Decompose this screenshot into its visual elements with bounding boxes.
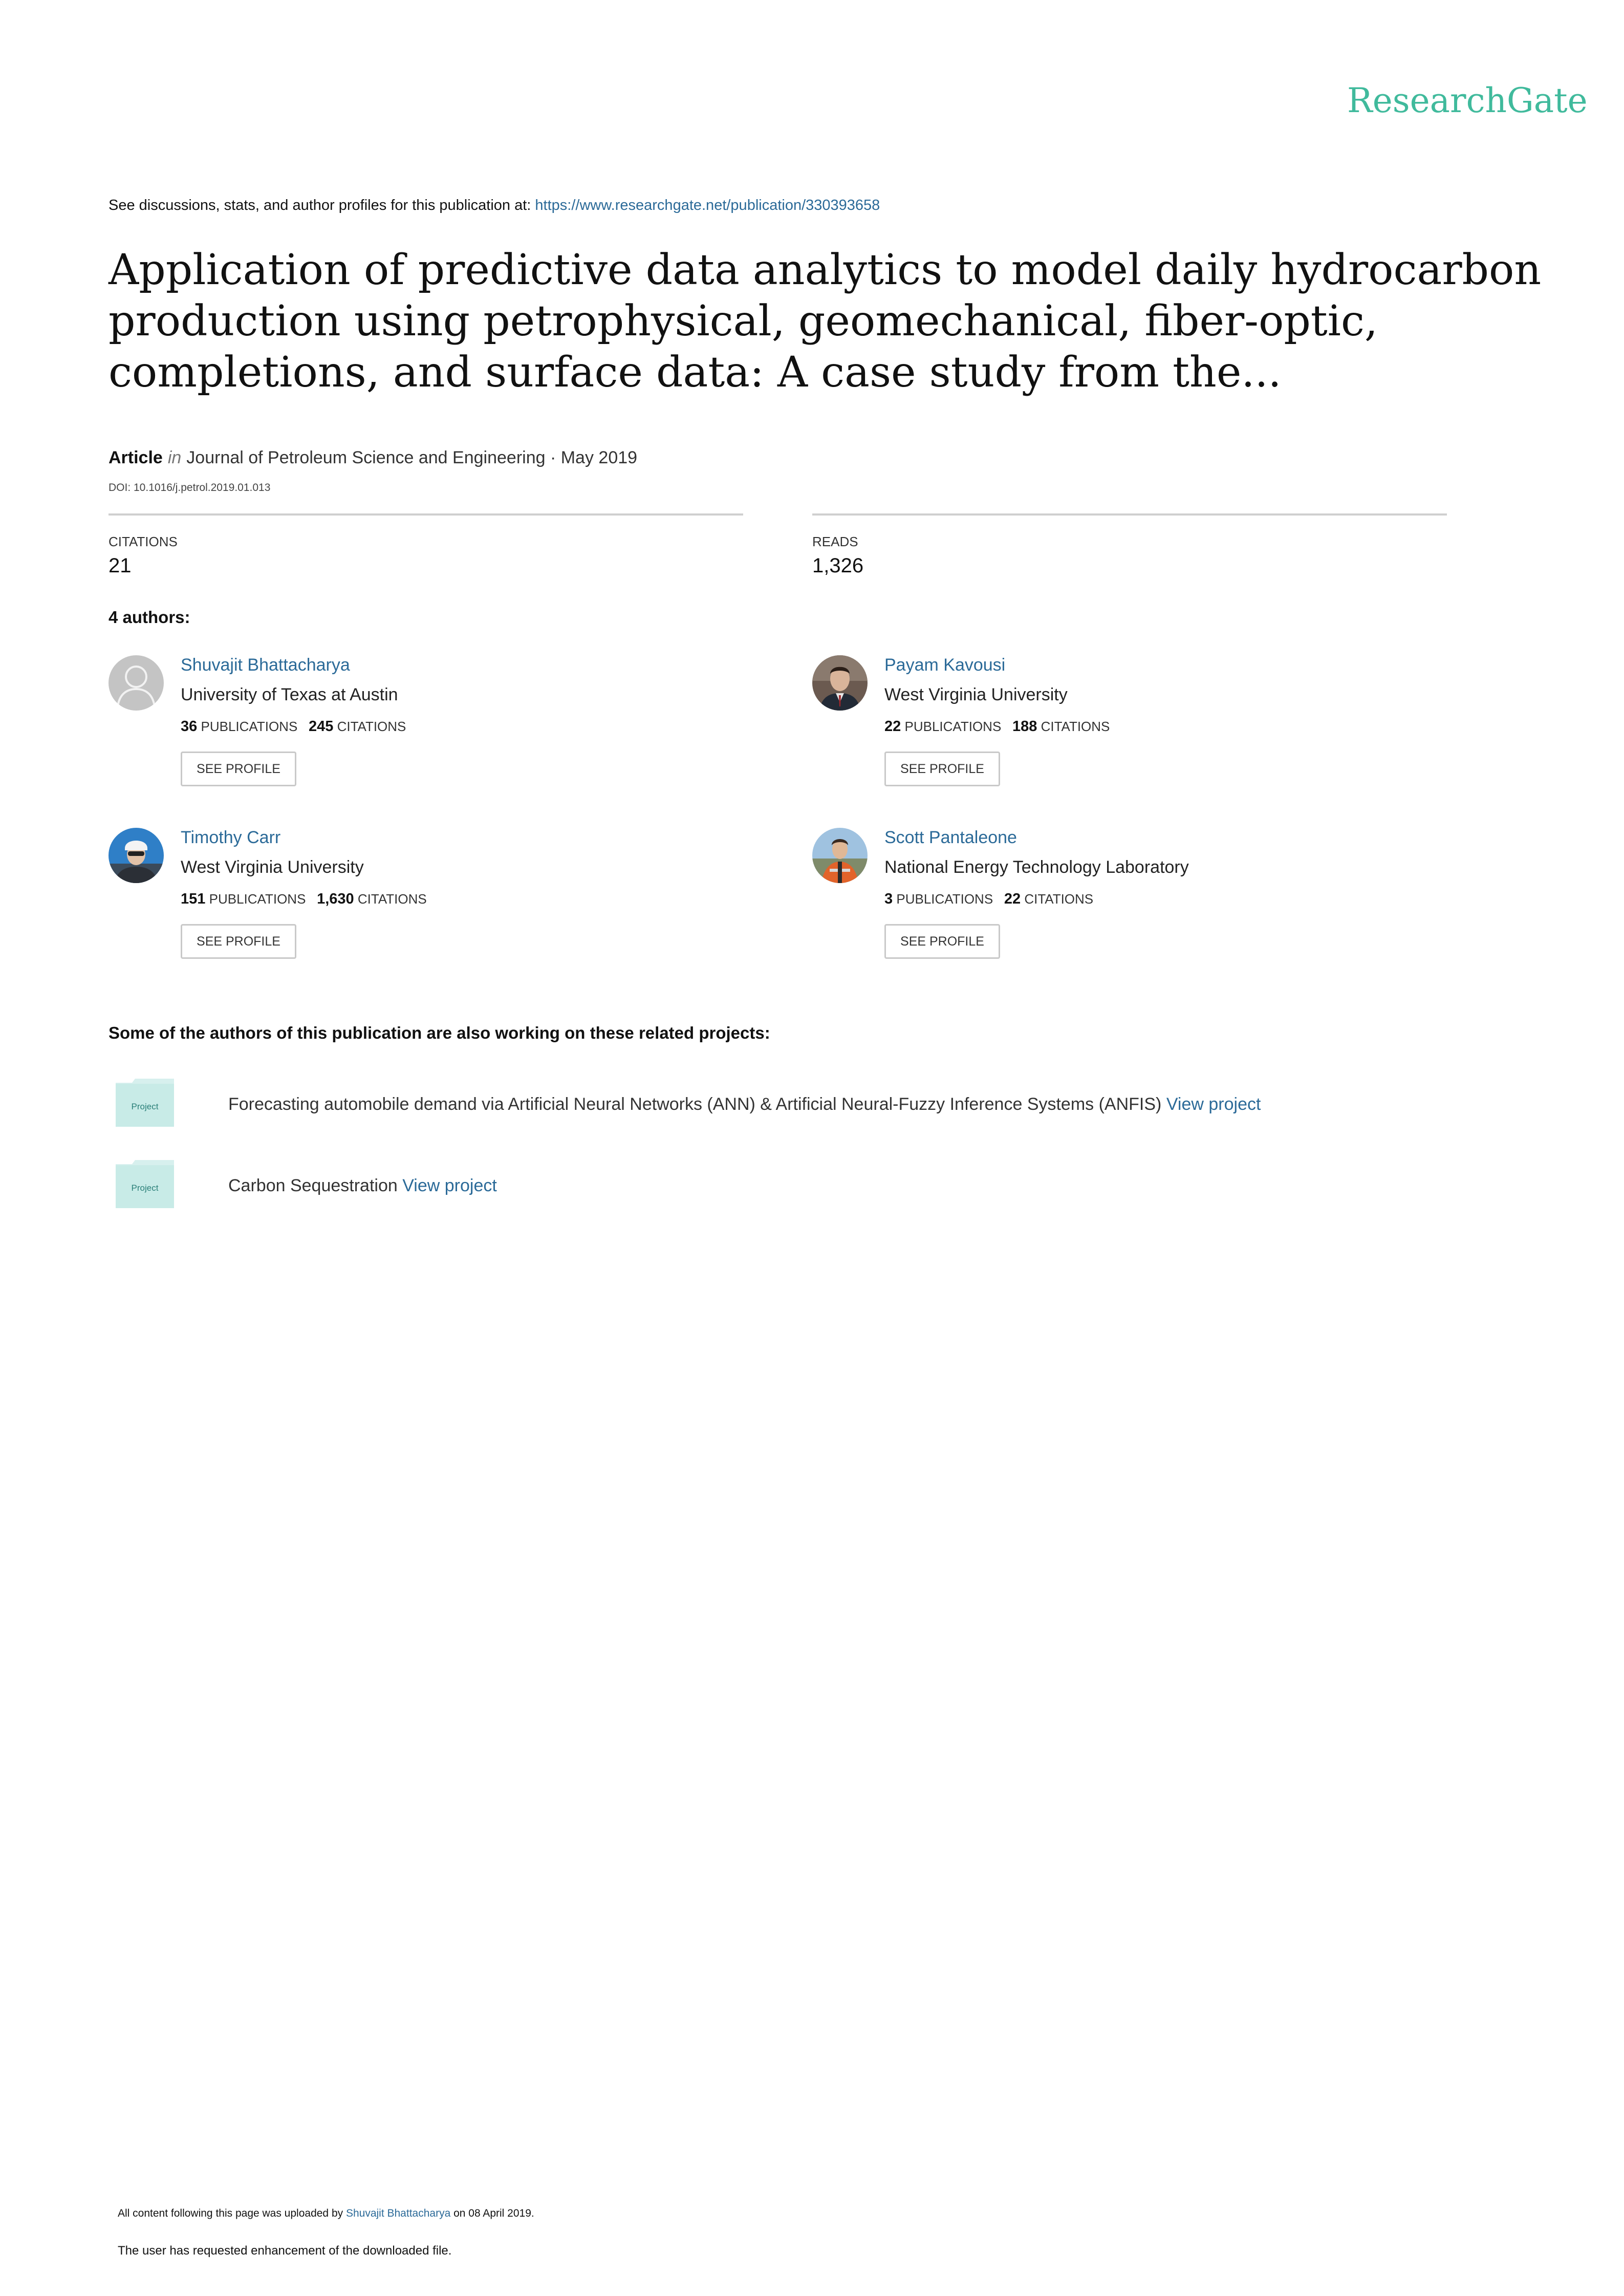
enhancement-note: The user has requested enhancement of the downloaded file. — [118, 2244, 452, 2258]
project-folder-icon — [115, 1159, 175, 1209]
author-stats — [181, 891, 427, 908]
author-stats — [181, 718, 406, 735]
author-photo-icon — [812, 828, 868, 883]
author-stats — [884, 718, 1110, 735]
citations-label: CITATIONS — [1024, 891, 1094, 907]
publications-label: PUBLICATIONS — [209, 891, 306, 907]
publications-label: PUBLICATIONS — [201, 719, 298, 734]
project-title: Forecasting automobile demand via Artificial Neural Networks (ANN) & Artificial Neural-Fuzzy Inference Systems (ANFIS) — [228, 1095, 1166, 1114]
see-profile-button[interactable]: SEE PROFILE — [884, 924, 1000, 959]
reads-label: READS — [812, 534, 858, 549]
author-stats — [884, 891, 1093, 908]
publication-url-link[interactable]: https://www.researchgate.net/publication/330393658 — [535, 197, 880, 213]
see-profile-button[interactable]: SEE PROFILE — [884, 752, 1000, 786]
citations-label: CITATIONS — [337, 719, 406, 734]
author-institution: West Virginia University — [884, 685, 1068, 704]
author-name[interactable]: Timothy Carr — [181, 828, 281, 847]
citation-count: 22 — [1004, 891, 1021, 907]
citation-count: 245 — [308, 718, 334, 735]
project-badge — [115, 1078, 175, 1128]
project-title: Carbon Sequestration — [228, 1176, 403, 1195]
project-item — [228, 1095, 1261, 1114]
citation-count: 1,630 — [317, 891, 354, 907]
citation-count: 188 — [1012, 718, 1037, 735]
divider-citations — [109, 513, 743, 516]
publication-title: Application of predictive data analytics to model daily hydrocarbon production using petrophysical, geomechanical, fiber-optic, completions, and surface data: A case study from the... — [109, 246, 1542, 397]
upload-prefix: All content following this page was uploaded by — [118, 2207, 346, 2219]
citations-label: CITATIONS — [357, 891, 427, 907]
publication-count: 36 — [181, 718, 198, 735]
author-photo-icon — [109, 828, 164, 883]
author-institution: West Virginia University — [181, 857, 364, 877]
in-label: in — [167, 448, 182, 467]
see-text: See discussions, stats, and author profiles for this publication at: — [109, 197, 535, 213]
upload-note — [118, 2207, 534, 2220]
author-name[interactable]: Shuvajit Bhattacharya — [181, 655, 350, 675]
author-card — [812, 828, 1478, 981]
author-institution: National Energy Technology Laboratory — [884, 857, 1189, 877]
author-name[interactable]: Payam Kavousi — [884, 655, 1006, 675]
see-profile-button[interactable]: SEE PROFILE — [181, 752, 296, 786]
project-item — [228, 1176, 497, 1196]
author-card — [109, 655, 774, 809]
view-project-link[interactable]: View project — [402, 1176, 497, 1195]
publication-meta — [109, 448, 637, 468]
project-badge — [115, 1159, 175, 1209]
avatar[interactable] — [109, 828, 164, 883]
journal-name: Journal of Petroleum Science and Engineering · May 2019 — [186, 448, 638, 467]
article-type: Article — [109, 448, 163, 467]
avatar[interactable] — [109, 655, 164, 711]
project-badge-label: Project — [131, 1183, 159, 1193]
citations-label: CITATIONS — [1041, 719, 1110, 734]
publication-count: 151 — [181, 891, 206, 907]
researchgate-logo[interactable]: ResearchGate — [1347, 81, 1588, 120]
author-card — [812, 655, 1478, 809]
publication-count: 22 — [884, 718, 901, 735]
avatar[interactable] — [812, 828, 868, 883]
avatar[interactable] — [812, 655, 868, 711]
view-project-link[interactable]: View project — [1166, 1095, 1261, 1114]
divider-reads — [812, 513, 1447, 516]
authors-heading: 4 authors: — [109, 608, 190, 627]
default-avatar-icon — [109, 655, 164, 711]
publications-label: PUBLICATIONS — [896, 891, 993, 907]
author-name[interactable]: Scott Pantaleone — [884, 828, 1017, 847]
author-institution: University of Texas at Austin — [181, 685, 398, 704]
upload-suffix: on 08 April 2019. — [450, 2207, 534, 2219]
related-projects-heading: Some of the authors of this publication are also working on these related projects: — [109, 1023, 770, 1042]
publication-count: 3 — [884, 891, 893, 907]
citations-label: CITATIONS — [109, 534, 178, 549]
uploader-link[interactable]: Shuvajit Bhattacharya — [345, 2207, 451, 2219]
reads-count: 1,326 — [812, 554, 864, 577]
citations-count: 21 — [109, 554, 132, 577]
discussion-line — [109, 197, 880, 214]
see-profile-button[interactable]: SEE PROFILE — [181, 924, 296, 959]
publications-label: PUBLICATIONS — [904, 719, 1002, 734]
author-card — [109, 828, 774, 981]
project-folder-icon — [115, 1078, 175, 1128]
author-photo-icon — [812, 655, 868, 711]
doi: DOI: 10.1016/j.petrol.2019.01.013 — [109, 482, 271, 493]
project-badge-label: Project — [131, 1102, 159, 1111]
